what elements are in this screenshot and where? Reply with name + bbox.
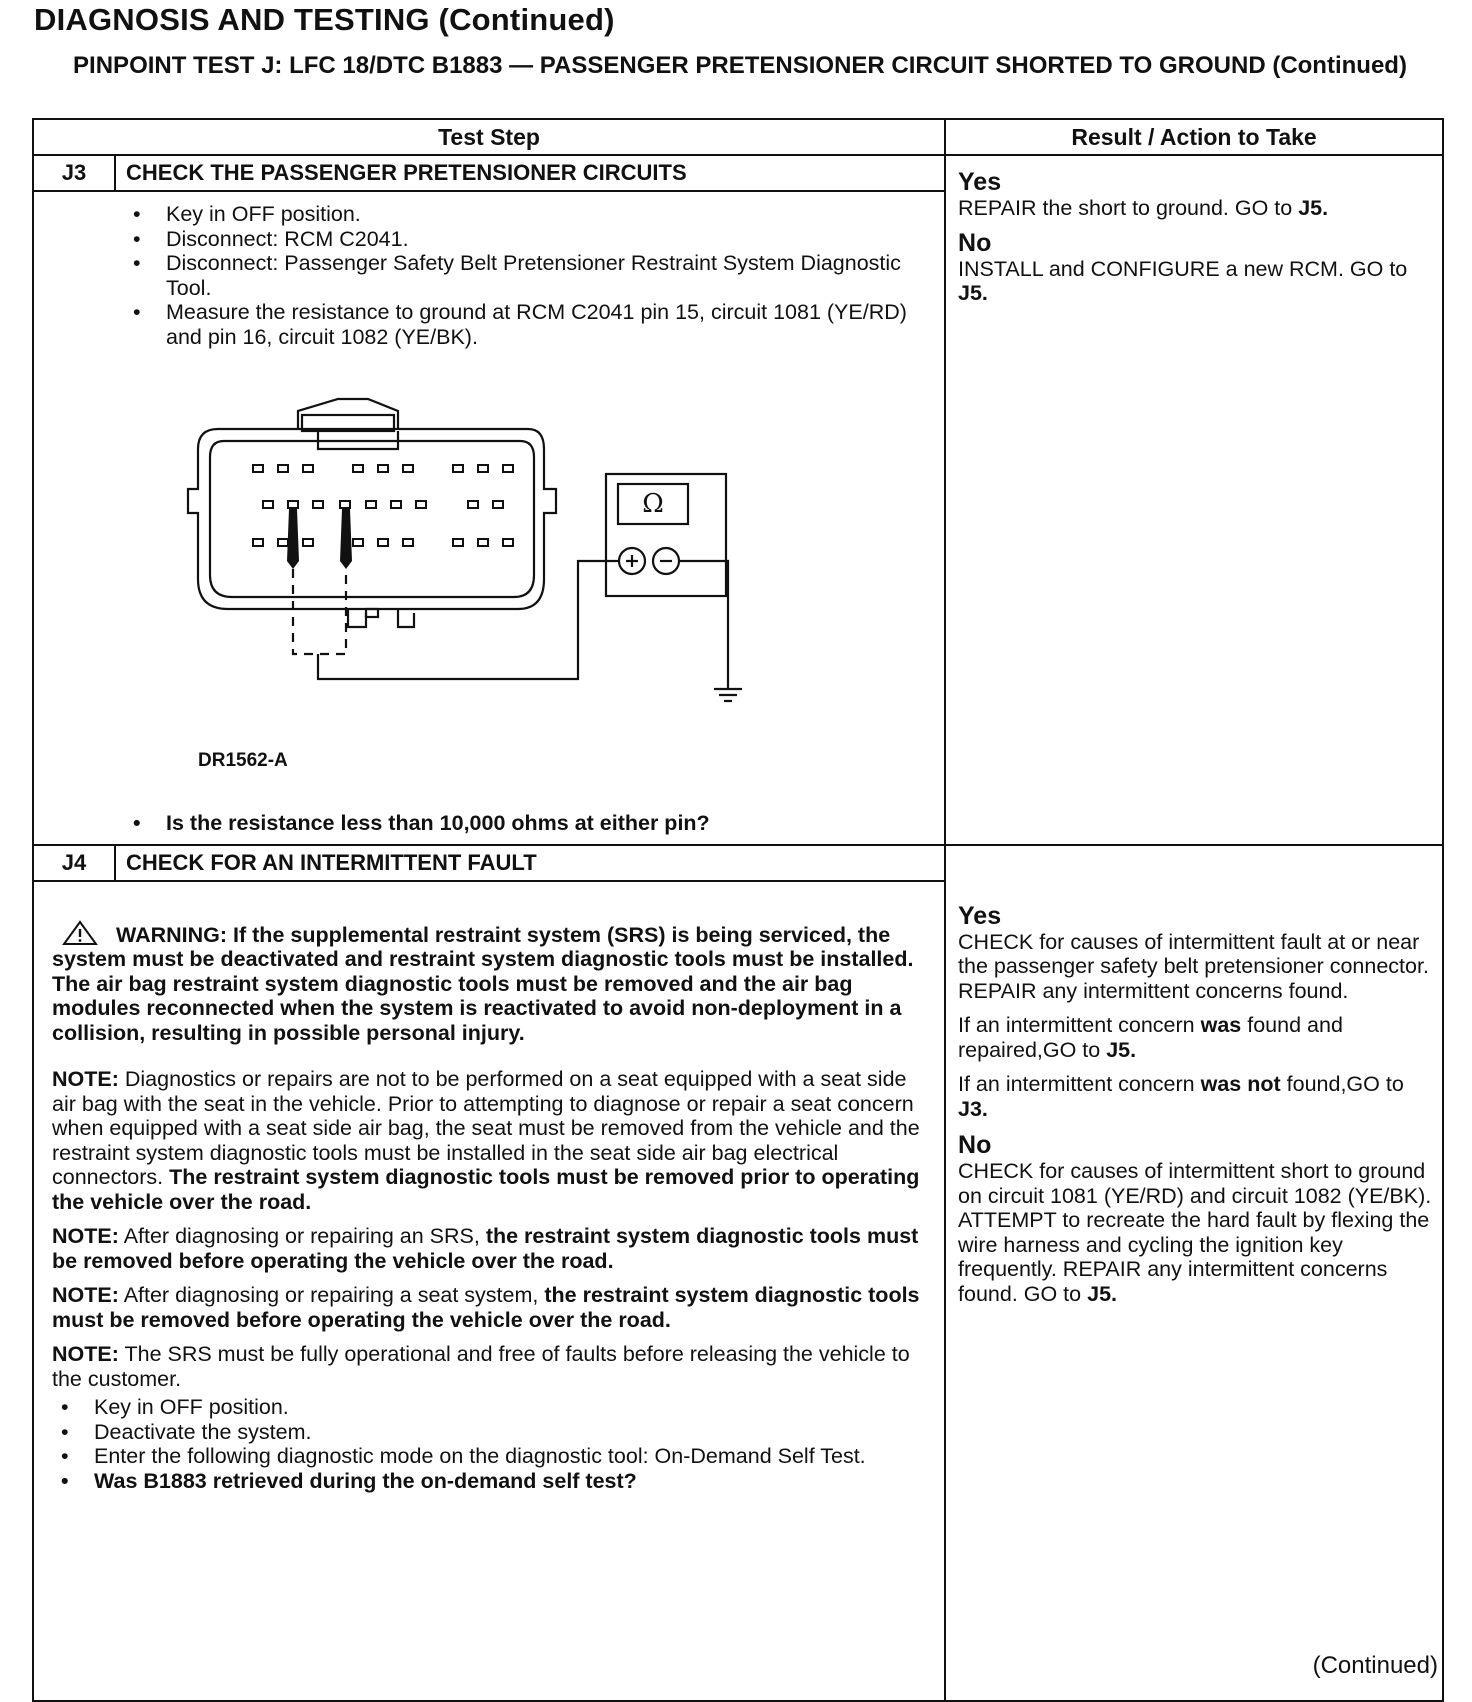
- step-id-j4: J4: [33, 845, 115, 881]
- list-item: • Disconnect: RCM C2041.: [124, 227, 924, 252]
- note-seat-side-airbag: NOTE: Diagnostics or repairs are not to be performed on a seat equipped with a seat side air bag with the seat in the vehicle. Prior to attempting to diagnose or repair a seat concern when equipped with a seat side air bag, the seat must be removed from the vehicle and the restraint system diagnostic tools must be installed in the seat side air bag electrical connectors. The restraint system diagnostic tools must be removed prior to operating the vehicle over the road.: [52, 1067, 920, 1214]
- no-action: CHECK for causes of intermittent short to ground on circuit 1081 (YE/RD) and circuit 1082 (YE/BK). ATTEMPT to recreate the hard fault by flexing the wire harness and cycling the ignition key frequently. REPAIR any intermittent concerns found. GO to J5.: [958, 1159, 1432, 1306]
- step-id-j3: J3: [33, 155, 115, 191]
- step-body-j4: [33, 881, 945, 1701]
- note-srs-operational: NOTE: The SRS must be fully operational and free of faults before releasing the vehicle to the customer.: [52, 1342, 910, 1391]
- warning-text: WARNING: If the supplemental restraint system (SRS) is being serviced, the system must be deactivated and restraint system diagnostic tools must be installed. The air bag restraint system diagnostic tools must be removed and the air bag modules reconnected when the system is reactivated to avoid non-deployment in a collision, resulting in possible personal injury.: [52, 920, 924, 1046]
- yes-action: CHECK for causes of intermittent fault at or near the passenger safety belt pretensioner connector. REPAIR any intermittent concerns found.: [958, 929, 1429, 1003]
- note-after-seat-system: NOTE: After diagnosing or repairing a seat system, the restraint system diagnostic tools must be removed before operating the vehicle over the road.: [52, 1283, 920, 1332]
- result-cell-j4: [945, 845, 1443, 1701]
- column-header-result: Result / Action to Take: [945, 119, 1443, 155]
- step-title-j3: CHECK THE PASSENGER PRETENSIONER CIRCUITS: [115, 155, 945, 191]
- ohmmeter-diagram: [48, 389, 848, 729]
- yes-label: Yes: [958, 168, 1002, 196]
- figure-label: DR1562-A: [198, 750, 288, 771]
- list-item: • Disconnect: Passenger Safety Belt Pretensioner Restraint System Diagnostic Tool.: [124, 251, 924, 300]
- yes-found-action: If an intermittent concern was found and repaired,GO to J5.: [958, 1013, 1343, 1062]
- yes-not-found-action: If an intermittent concern was not found,GO to J3.: [958, 1072, 1404, 1121]
- yes-label: Yes: [958, 901, 1002, 930]
- connector-diagram: [48, 389, 924, 809]
- list-item: • Enter the following diagnostic mode on the diagnostic tool: On-Demand Self Test.: [52, 1444, 924, 1469]
- no-action: INSTALL and CONFIGURE a new RCM. GO to J5.: [958, 256, 1408, 305]
- meter-display: Ω: [642, 489, 664, 519]
- yes-action: REPAIR the short to ground. GO to J5.: [958, 196, 1329, 220]
- continued-label: (Continued): [1312, 1652, 1438, 1679]
- step-title-j4: CHECK FOR AN INTERMITTENT FAULT: [115, 845, 945, 881]
- no-label: No: [958, 228, 992, 257]
- step-body-j3: [33, 191, 945, 845]
- pinpoint-test-title: PINPOINT TEST J: LFC 18/DTC B1883 — PASSENGER PRETENSIONER CIRCUIT SHORTED TO GROUND (Continued): [73, 52, 1407, 79]
- list-item: • Key in OFF position.: [52, 1395, 924, 1420]
- list-item: • Deactivate the system.: [52, 1420, 924, 1445]
- column-header-test-step: Test Step: [33, 119, 945, 155]
- warning-icon: [62, 920, 98, 946]
- note-after-srs: NOTE: After diagnosing or repairing an SRS, the restraint system diagnostic tools must be removed before operating the vehicle over the road.: [52, 1224, 919, 1273]
- list-item: • Key in OFF position.: [124, 202, 924, 227]
- pinpoint-test-table: [32, 118, 1444, 1702]
- step-question: • Is the resistance less than 10,000 ohms at either pin?: [124, 811, 924, 836]
- no-label: No: [958, 1131, 992, 1159]
- list-item: • Measure the resistance to ground at RCM C2041 pin 15, circuit 1081 (YE/RD) and pin 16, circuit 1082 (YE/BK).: [124, 300, 924, 349]
- step-question: • Was B1883 retrieved during the on-demand self test?: [52, 1469, 924, 1494]
- page-title: DIAGNOSIS AND TESTING (Continued): [34, 2, 615, 37]
- result-cell-j3: [945, 155, 1443, 845]
